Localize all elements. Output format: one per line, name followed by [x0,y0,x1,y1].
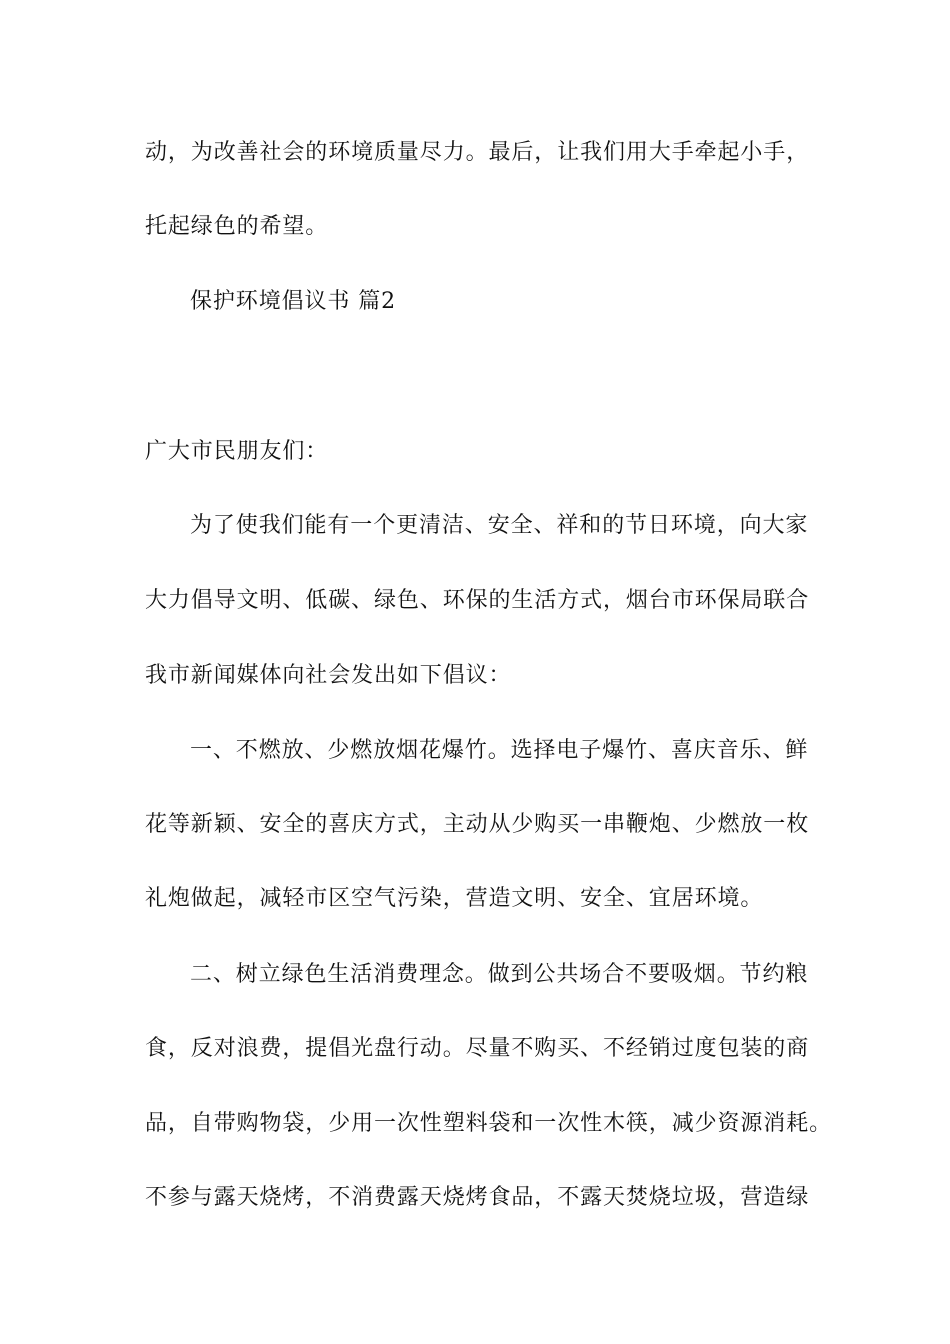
section-heading: 保护环境倡议书 篇2 [190,289,396,314]
paragraph-line: 礼炮做起，减轻市区空气污染，营造文明、安全、宜居环境。 [145,886,764,911]
paragraph-line: 动，为改善社会的环境质量尽力。最后，让我们用大手牵起小手， [145,140,810,165]
paragraph-line: 托起绿色的希望。 [145,214,329,239]
paragraph-line: 品，自带购物袋，少用一次性塑料袋和一次性木筷，减少资源消耗。 [145,1111,833,1136]
paragraph-line: 二、树立绿色生活消费理念。做到公共场合不要吸烟。节约粮 [190,962,809,987]
paragraph-line: 食，反对浪费，提倡光盘行动。尽量不购买、不经销过度包装的商 [145,1036,810,1061]
paragraph-line: 为了使我们能有一个更清洁、安全、祥和的节日环境，向大家 [190,513,809,538]
paragraph-line: 不参与露天烧烤，不消费露天烧烤食品，不露天焚烧垃圾，营造绿 [145,1185,810,1210]
paragraph-line: 一、不燃放、少燃放烟花爆竹。选择电子爆竹、喜庆音乐、鲜 [190,738,809,763]
paragraph-line: 花等新颖、安全的喜庆方式，主动从少购买一串鞭炮、少燃放一枚 [145,812,810,837]
paragraph-line: 我市新闻媒体向社会发出如下倡议： [145,663,512,688]
paragraph-line: 大力倡导文明、低碳、绿色、环保的生活方式，烟台市环保局联合 [145,588,810,613]
salutation: 广大市民朋友们： [145,439,329,464]
